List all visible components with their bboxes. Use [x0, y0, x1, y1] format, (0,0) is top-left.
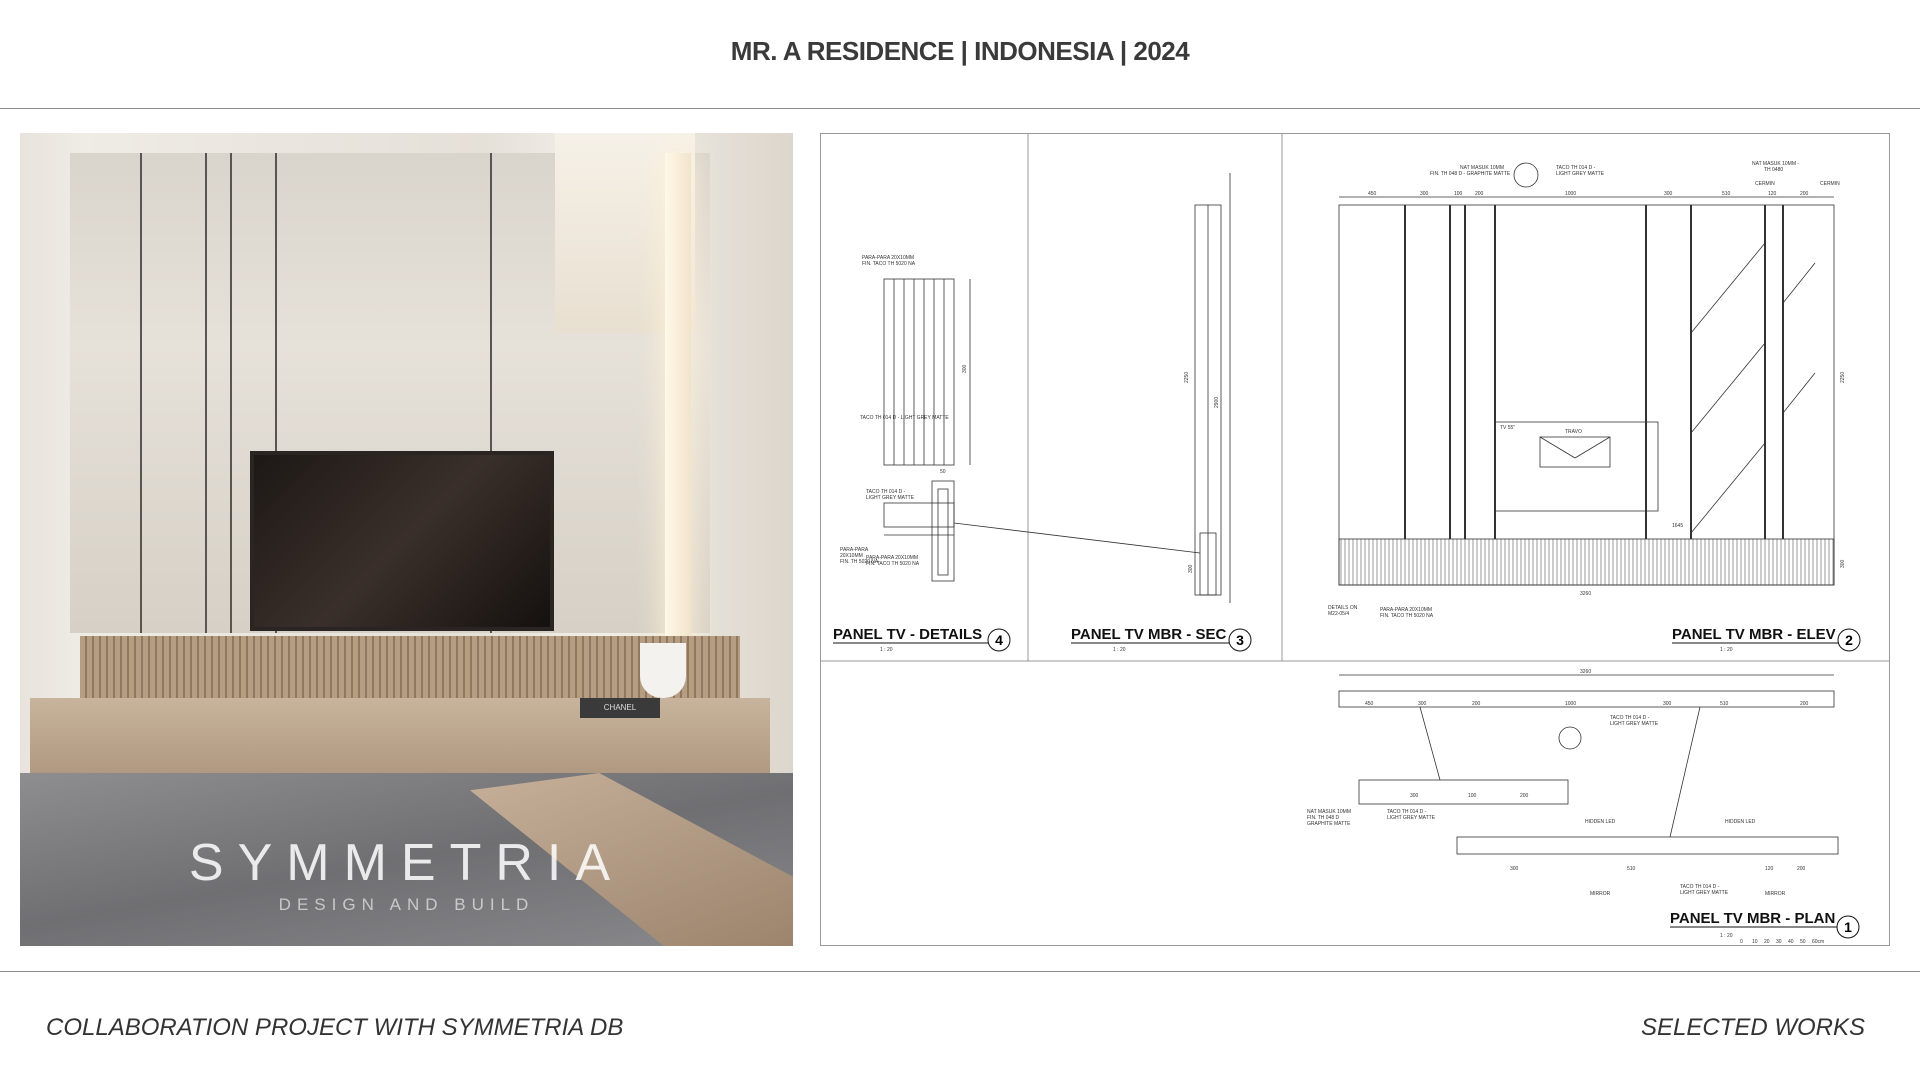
note: FIN. TACO TH 5020 NA [866, 561, 920, 567]
scale-tick: 10 [1752, 939, 1758, 945]
dimension: 300 [1410, 793, 1419, 799]
dimension: 300 [1188, 564, 1194, 573]
note: NAT MASUK 10MM [1307, 809, 1351, 815]
note: DETAILS ON [1328, 605, 1358, 611]
scale-bar-ticks [1740, 939, 1824, 945]
plan-drawing-1 [1339, 675, 1838, 854]
note: 20X10MM [840, 553, 863, 559]
drawing-title-section: PANEL TV MBR - SEC [1071, 626, 1227, 643]
note: PARA-PARA 20X10MM [862, 255, 915, 261]
drawing-number: 2 [1845, 632, 1853, 648]
note: FIN. TACO TH 5020 NA [1380, 613, 1434, 619]
note: FIN. TH 5020 NA [840, 559, 879, 565]
scale-tick: 0 [1740, 939, 1743, 945]
scale-label: 1 : 20 [880, 647, 893, 653]
dimension: 300 [1420, 191, 1429, 197]
dimension: 2250 [1184, 371, 1190, 383]
scale-label: 1 : 20 [1720, 647, 1733, 653]
dimension: 200 [1475, 191, 1484, 197]
note: PARA-PARA 20X10MM [866, 555, 919, 561]
drawing-title-details: PANEL TV - DETAILS [833, 626, 983, 643]
note: TACO TH 014 D - [1556, 165, 1596, 171]
scale-label: 1 : 20 [1720, 933, 1733, 939]
note: FIN. TH 048 D - GRAPHITE MATTE [1430, 171, 1511, 177]
note: PARA-PARA 20X10MM [1380, 607, 1433, 613]
scale-tick: 40 [1788, 939, 1794, 945]
note: LIGHT GREY MATTE [1556, 171, 1605, 177]
note: LIGHT GREY MATTE [1610, 721, 1659, 727]
note: TACO TH 014 D - [1680, 884, 1720, 890]
dimension: 1645 [1672, 523, 1684, 529]
note: TACO TH 014 D - LIGHT GREY MATTE [860, 415, 949, 421]
technical-drawings-sheet [820, 133, 1890, 946]
drawing-title-plan: PANEL TV MBR - PLAN [1670, 910, 1836, 927]
note: TACO TH 014 D - [866, 489, 906, 495]
dimension: 300 [962, 364, 968, 373]
dimension: 1000 [1565, 191, 1577, 197]
note: TH 0480 [1764, 167, 1784, 173]
section-drawing-3 [932, 173, 1230, 603]
dimension: 3260 [1580, 669, 1592, 675]
drawing-title-elevation: PANEL TV MBR - ELEV [1672, 626, 1836, 643]
scale-label: 1 : 20 [1113, 647, 1126, 653]
note: FIN. TACO TH 5020 NA [862, 261, 916, 267]
note: HIDDEN LED [1725, 819, 1756, 825]
dimension: 120 [1768, 191, 1777, 197]
dimension: 510 [1627, 866, 1636, 872]
dimension: 200 [1800, 191, 1809, 197]
dimension: 200 [1797, 866, 1806, 872]
dimension: 200 [1520, 793, 1529, 799]
dimension: 120 [1765, 866, 1774, 872]
footer-collaboration: COLLABORATION PROJECT WITH SYMMETRIA DB [46, 1014, 624, 1041]
scale-tick: 50 [1800, 939, 1806, 945]
drawing-number: 3 [1236, 632, 1244, 648]
note: M22-05/4 [1328, 611, 1350, 617]
note: TRAVO [1565, 429, 1582, 435]
note: LIGHT GREY MATTE [1680, 890, 1729, 896]
note: HIDDEN LED [1585, 819, 1616, 825]
dimension: 300 [1418, 701, 1427, 707]
dimension: 3260 [1580, 591, 1592, 597]
note: NAT MASUK 10MM [1460, 165, 1504, 171]
note: TACO TH 014 D - [1610, 715, 1650, 721]
note: MIRROR [1590, 891, 1611, 897]
interior-render-photo [20, 133, 793, 946]
dimension: 450 [1365, 701, 1374, 707]
note: FIN. TH 048 D [1307, 815, 1340, 821]
page-title: MR. A RESIDENCE | INDONESIA | 2024 [730, 36, 1190, 66]
tv-screen [250, 451, 554, 631]
dimension: 510 [1720, 701, 1729, 707]
scale-tick: 20 [1764, 939, 1770, 945]
dimension: 300 [1510, 866, 1519, 872]
note: LIGHT GREY MATTE [1387, 815, 1436, 821]
note: CERMIN [1820, 181, 1840, 187]
header-divider [0, 108, 1920, 109]
dimension: 300 [1664, 191, 1673, 197]
note: LIGHT GREY MATTE [866, 495, 915, 501]
drawing-number: 1 [1844, 919, 1852, 935]
book: CHANEL [580, 698, 660, 718]
dimension: 50 [940, 469, 946, 475]
scale-tick: 30 [1776, 939, 1782, 945]
footer-section-label: SELECTED WORKS [1640, 1014, 1865, 1041]
dimension: 2250 [1840, 371, 1846, 383]
dimension: 510 [1722, 191, 1731, 197]
drawing-number: 4 [995, 632, 1003, 648]
dimension: 300 [1840, 559, 1846, 568]
note: GRAPHITE MATTE [1307, 821, 1351, 827]
note: NAT MASUK 10MM - [1752, 161, 1800, 167]
dimension: 300 [1663, 701, 1672, 707]
dimension: 200 [1800, 701, 1809, 707]
note: PARA-PARA [840, 547, 869, 553]
note: TV 55" [1500, 425, 1516, 431]
dimension: 100 [1454, 191, 1463, 197]
dimension: 100 [1468, 793, 1477, 799]
dimension: 200 [1472, 701, 1481, 707]
dimension: 1000 [1565, 701, 1577, 707]
dimension: 450 [1368, 191, 1377, 197]
footer-divider [0, 971, 1920, 972]
vase [640, 643, 686, 698]
note: CERMIN [1755, 181, 1775, 187]
note: MIRROR [1765, 891, 1786, 897]
elevation-drawing-2 [1339, 163, 1834, 585]
note: TACO TH 014 D - [1387, 809, 1427, 815]
dimension: 2900 [1214, 396, 1220, 408]
scale-tick: 60cm [1812, 939, 1825, 945]
watermark-logo: SYMMETRIA [188, 834, 625, 892]
watermark-tagline: DESIGN AND BUILD [278, 895, 535, 914]
